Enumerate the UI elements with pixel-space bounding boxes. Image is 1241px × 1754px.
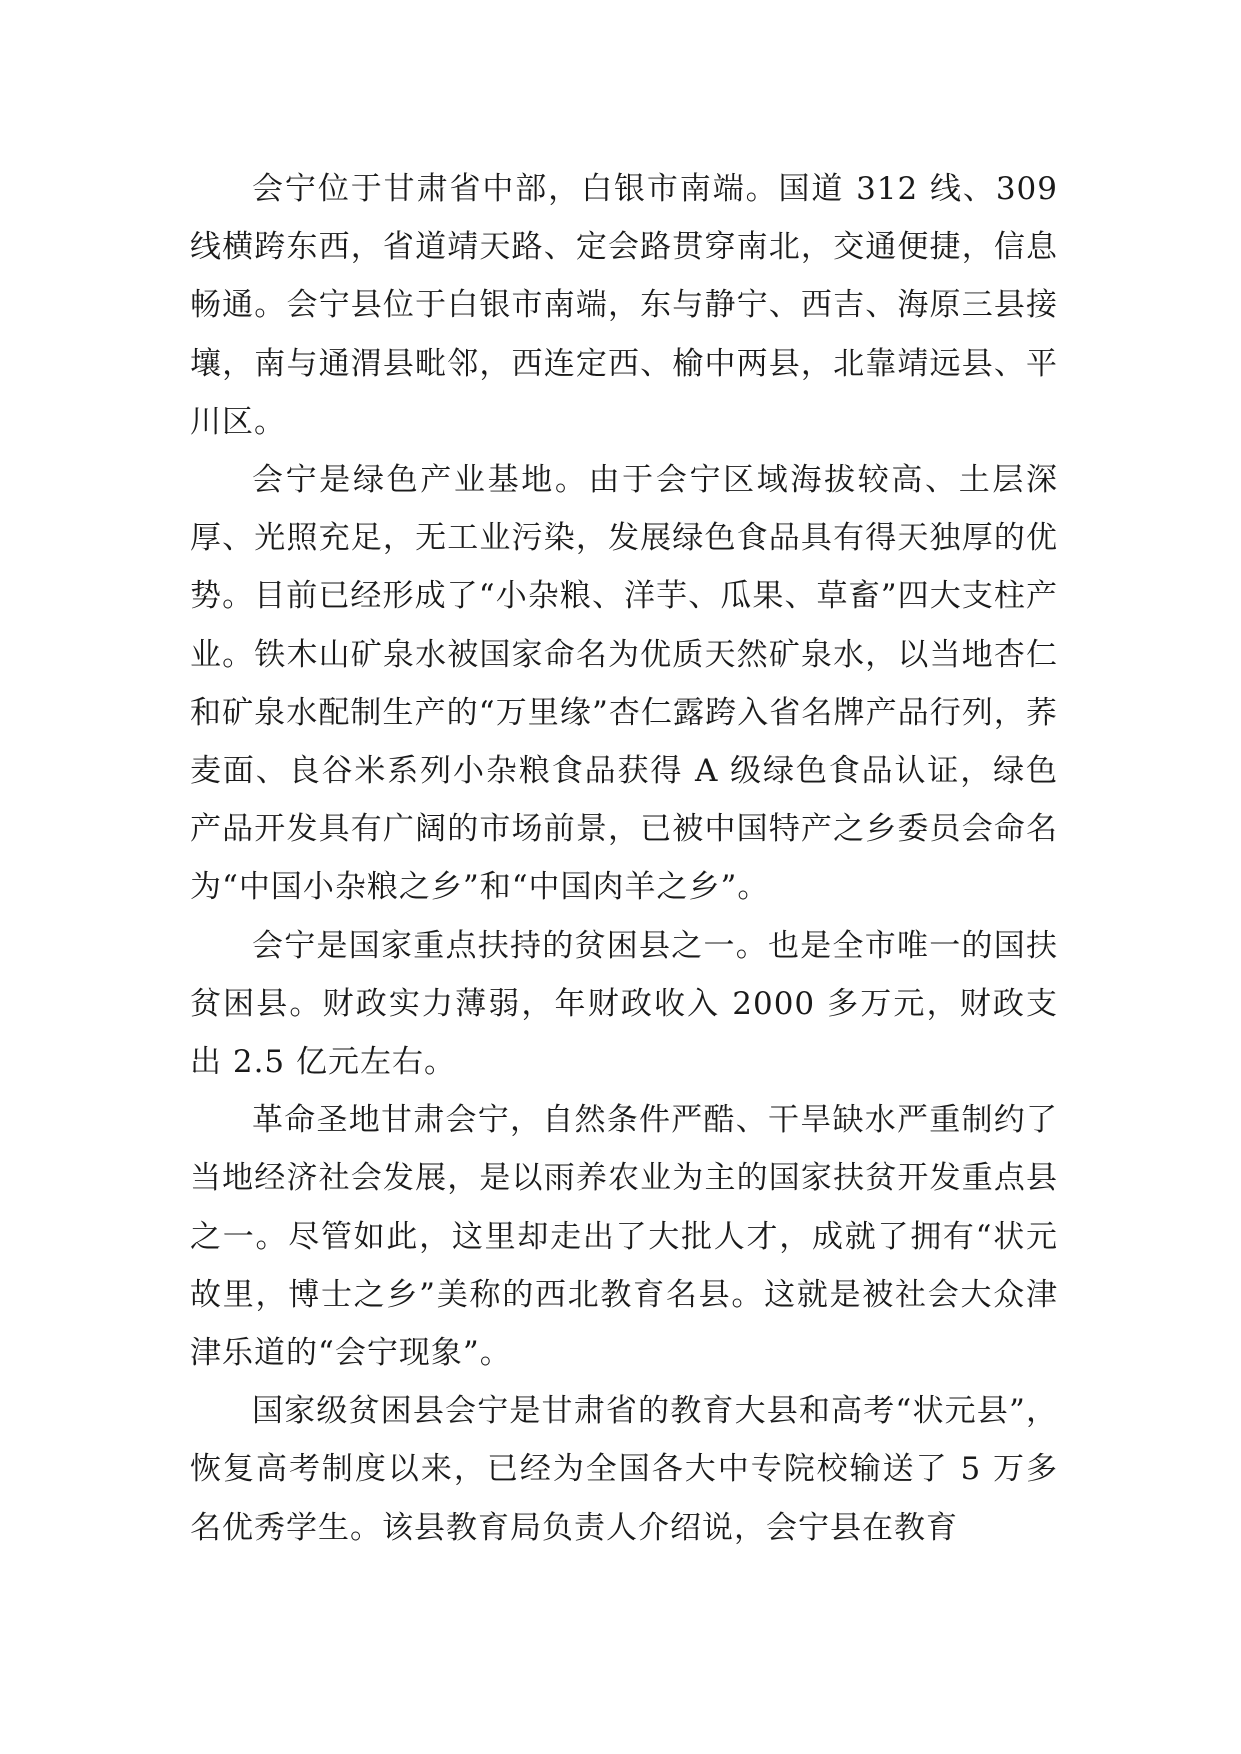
- paragraph-green-industry: 会宁是绿色产业基地。由于会宁区域海拔较高、土层深厚、光照充足，无工业污染，发展绿色食品具有得天独厚的优势。目前已经形成了“小杂粮、洋芋、瓜果、草畜”四大支柱产业。铁木山矿泉水被国家命名为优质天然矿泉水，以当地杏仁和矿泉水配制生产的“万里缘”杏仁露跨入省名牌产品行列，荞麦面、良谷米系列小杂粮食品获得 A 级绿色食品认证，绿色产品开发具有广阔的市场前景，已被中国特产之乡委员会命名为“中国小杂粮之乡”和“中国肉羊之乡”。: [190, 462, 1058, 906]
- document-body: [190, 160, 1058, 1557]
- paragraph-poverty-county: 会宁是国家重点扶持的贫困县之一。也是全市唯一的国扶贫困县。财政实力薄弱，年财政收入 2000 多万元，财政支出 2.5 亿元左右。: [190, 927, 1058, 1081]
- paragraph-education: 国家级贫困县会宁是甘肃省的教育大县和高考“状元县”，恢复高考制度以来，已经为全国各大中专院校输送了 5 万多名优秀学生。该县教育局负责人介绍说，会宁县在教育: [190, 1393, 1058, 1546]
- paragraph-location: 会宁位于甘肃省中部，白银市南端。国道 312 线、309 线横跨东西，省道靖天路、定会路贯穿南北，交通便捷，信息畅通。会宁县位于白银市南端，东与静宁、西吉、海原三县接壤，南与通渭县毗邻，西连定西、榆中两县，北靠靖远县、平川区。: [190, 171, 1058, 440]
- paragraph-huining-phenomenon: 革命圣地甘肃会宁，自然条件严酷、干旱缺水严重制约了当地经济社会发展，是以雨养农业为主的国家扶贫开发重点县之一。尽管如此，这里却走出了大批人才，成就了拥有“状元故里，博士之乡”美称的西北教育名县。这就是被社会大众津津乐道的“会宁现象”。: [190, 1102, 1058, 1372]
